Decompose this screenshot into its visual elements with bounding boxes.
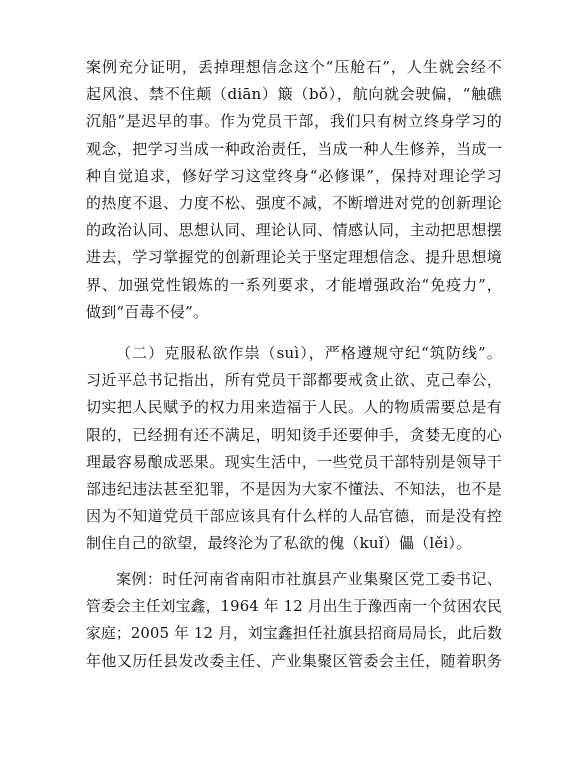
paragraph-line: 习近平总书记指出，所有党员干部都要戒贪止欲、克己奉公， (86, 371, 502, 390)
paragraph-line: 限的，已经拥有还不满足，明知烫手还要伸手，贪婪无度的心 (86, 425, 502, 444)
paragraph-line: 案例充分证明，丢掉理想信念这个“压舱石”，人生就会经不 (86, 58, 502, 76)
paragraph-line: 的热度不退、力度不松、强度不减，不断增进对党的创新理论 (86, 193, 502, 212)
paragraph-line: 进去，学习掌握党的创新理论关于坚定理想信念、提升思想境 (86, 248, 502, 267)
paragraph-2 (86, 340, 502, 558)
paragraph-3 (86, 566, 502, 675)
paragraph-line: 管委会主任刘宝鑫，1964 年 12 月出生于豫西南一个贫困农民 (86, 598, 502, 616)
paragraph-line: 切实把人民赋予的权力用来造福于人民。人的物质需要总是有 (86, 398, 502, 417)
paragraph-line: 起风浪、禁不住颠（diān）簸（bǒ），航向就会驶偏，“触礁 (86, 85, 502, 104)
paragraph-line: 案例：时任河南省南阳市社旗县产业集聚区党工委书记、 (116, 570, 502, 588)
paragraph-line: 沉船”是迟早的事。作为党员干部，我们只有树立终身学习的 (86, 112, 502, 131)
paragraph-line: 年他又历任县发改委主任、产业集聚区管委会主任，随着职务 (86, 651, 502, 670)
paragraph-line: 种自觉追求，修好学习这堂终身“必修课”，保持对理论学习 (86, 166, 502, 185)
paragraph-line: 家庭；2005 年 12 月，刘宝鑫担任社旗县招商局局长，此后数 (86, 625, 502, 643)
paragraph-line: 因为不知道党员干部应该具有什么样的人品官德，而是没有控 (86, 507, 502, 526)
paragraph-line: 界、加强党性锻炼的一系列要求，才能增强政治“免疫力”， (86, 275, 502, 294)
paragraph-line: 理最容易酿成恶果。现实生活中，一些党员干部特别是领导干 (86, 452, 502, 471)
paragraph-line: 制住自己的欲望，最终沦为了私欲的傀（kuǐ）儡（lěi）。 (86, 534, 472, 553)
paragraph-line: 做到“百毒不侵”。 (86, 302, 209, 321)
paragraph-line: 的政治认同、思想认同、理论认同、情感认同，主动把思想摆 (86, 221, 502, 240)
section-heading-line: （二）克服私欲作祟（suì），严格遵规守纪“筑防线”。 (116, 344, 502, 362)
paragraph-1 (86, 54, 502, 326)
paragraph-line: 观念，把学习当成一种政治责任，当成一种人生修养，当成一 (86, 139, 502, 158)
paragraph-line: 部违纪违法甚至犯罪，不是因为大家不懂法、不知法，也不是 (86, 479, 502, 498)
